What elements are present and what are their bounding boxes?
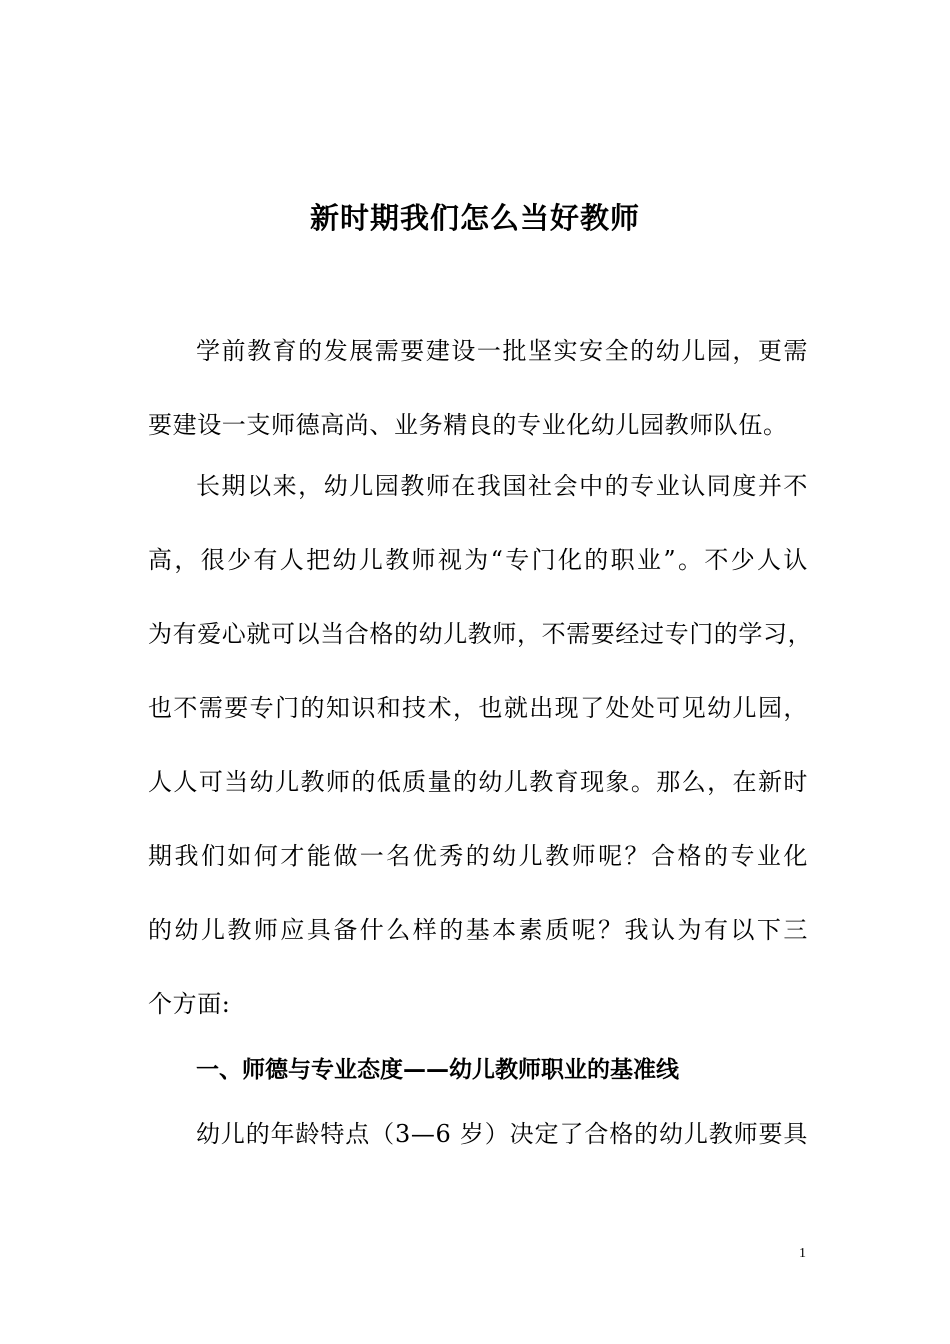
paragraph-line: 人人可当幼儿教师的低质量的幼儿教育现象。那么，在新时	[148, 768, 808, 796]
paragraph-line: 个方面:	[148, 990, 231, 1018]
paragraph-line: 长期以来，幼儿园教师在我国社会中的专业认同度并不	[196, 472, 808, 500]
paragraph-line: 要建设一支师德高尚、业务精良的专业化幼儿园教师队伍。	[148, 411, 788, 439]
paragraph-line: 的幼儿教师应具备什么样的基本素质呢？我认为有以下三	[148, 916, 808, 944]
page-number: 1	[799, 1246, 806, 1261]
section-heading: 一、师德与专业态度——幼儿教师职业的基准线	[196, 1057, 679, 1083]
paragraph-line: 幼儿的年龄特点（3—6 岁）决定了合格的幼儿教师要具	[196, 1120, 808, 1148]
paragraph-line: 也不需要专门的知识和技术，也就出现了处处可见幼儿园，	[148, 694, 808, 722]
paragraph-line: 期我们如何才能做一名优秀的幼儿教师呢？合格的专业化	[148, 842, 808, 870]
paragraph-line: 高，很少有人把幼儿教师视为“专门化的职业”。不少人认	[148, 546, 808, 574]
paragraph-line: 学前教育的发展需要建设一批坚实安全的幼儿园，更需	[196, 337, 808, 365]
paragraph-line: 为有爱心就可以当合格的幼儿教师，不需要经过专门的学习，	[148, 620, 813, 648]
document-title: 新时期我们怎么当好教师	[309, 201, 640, 235]
